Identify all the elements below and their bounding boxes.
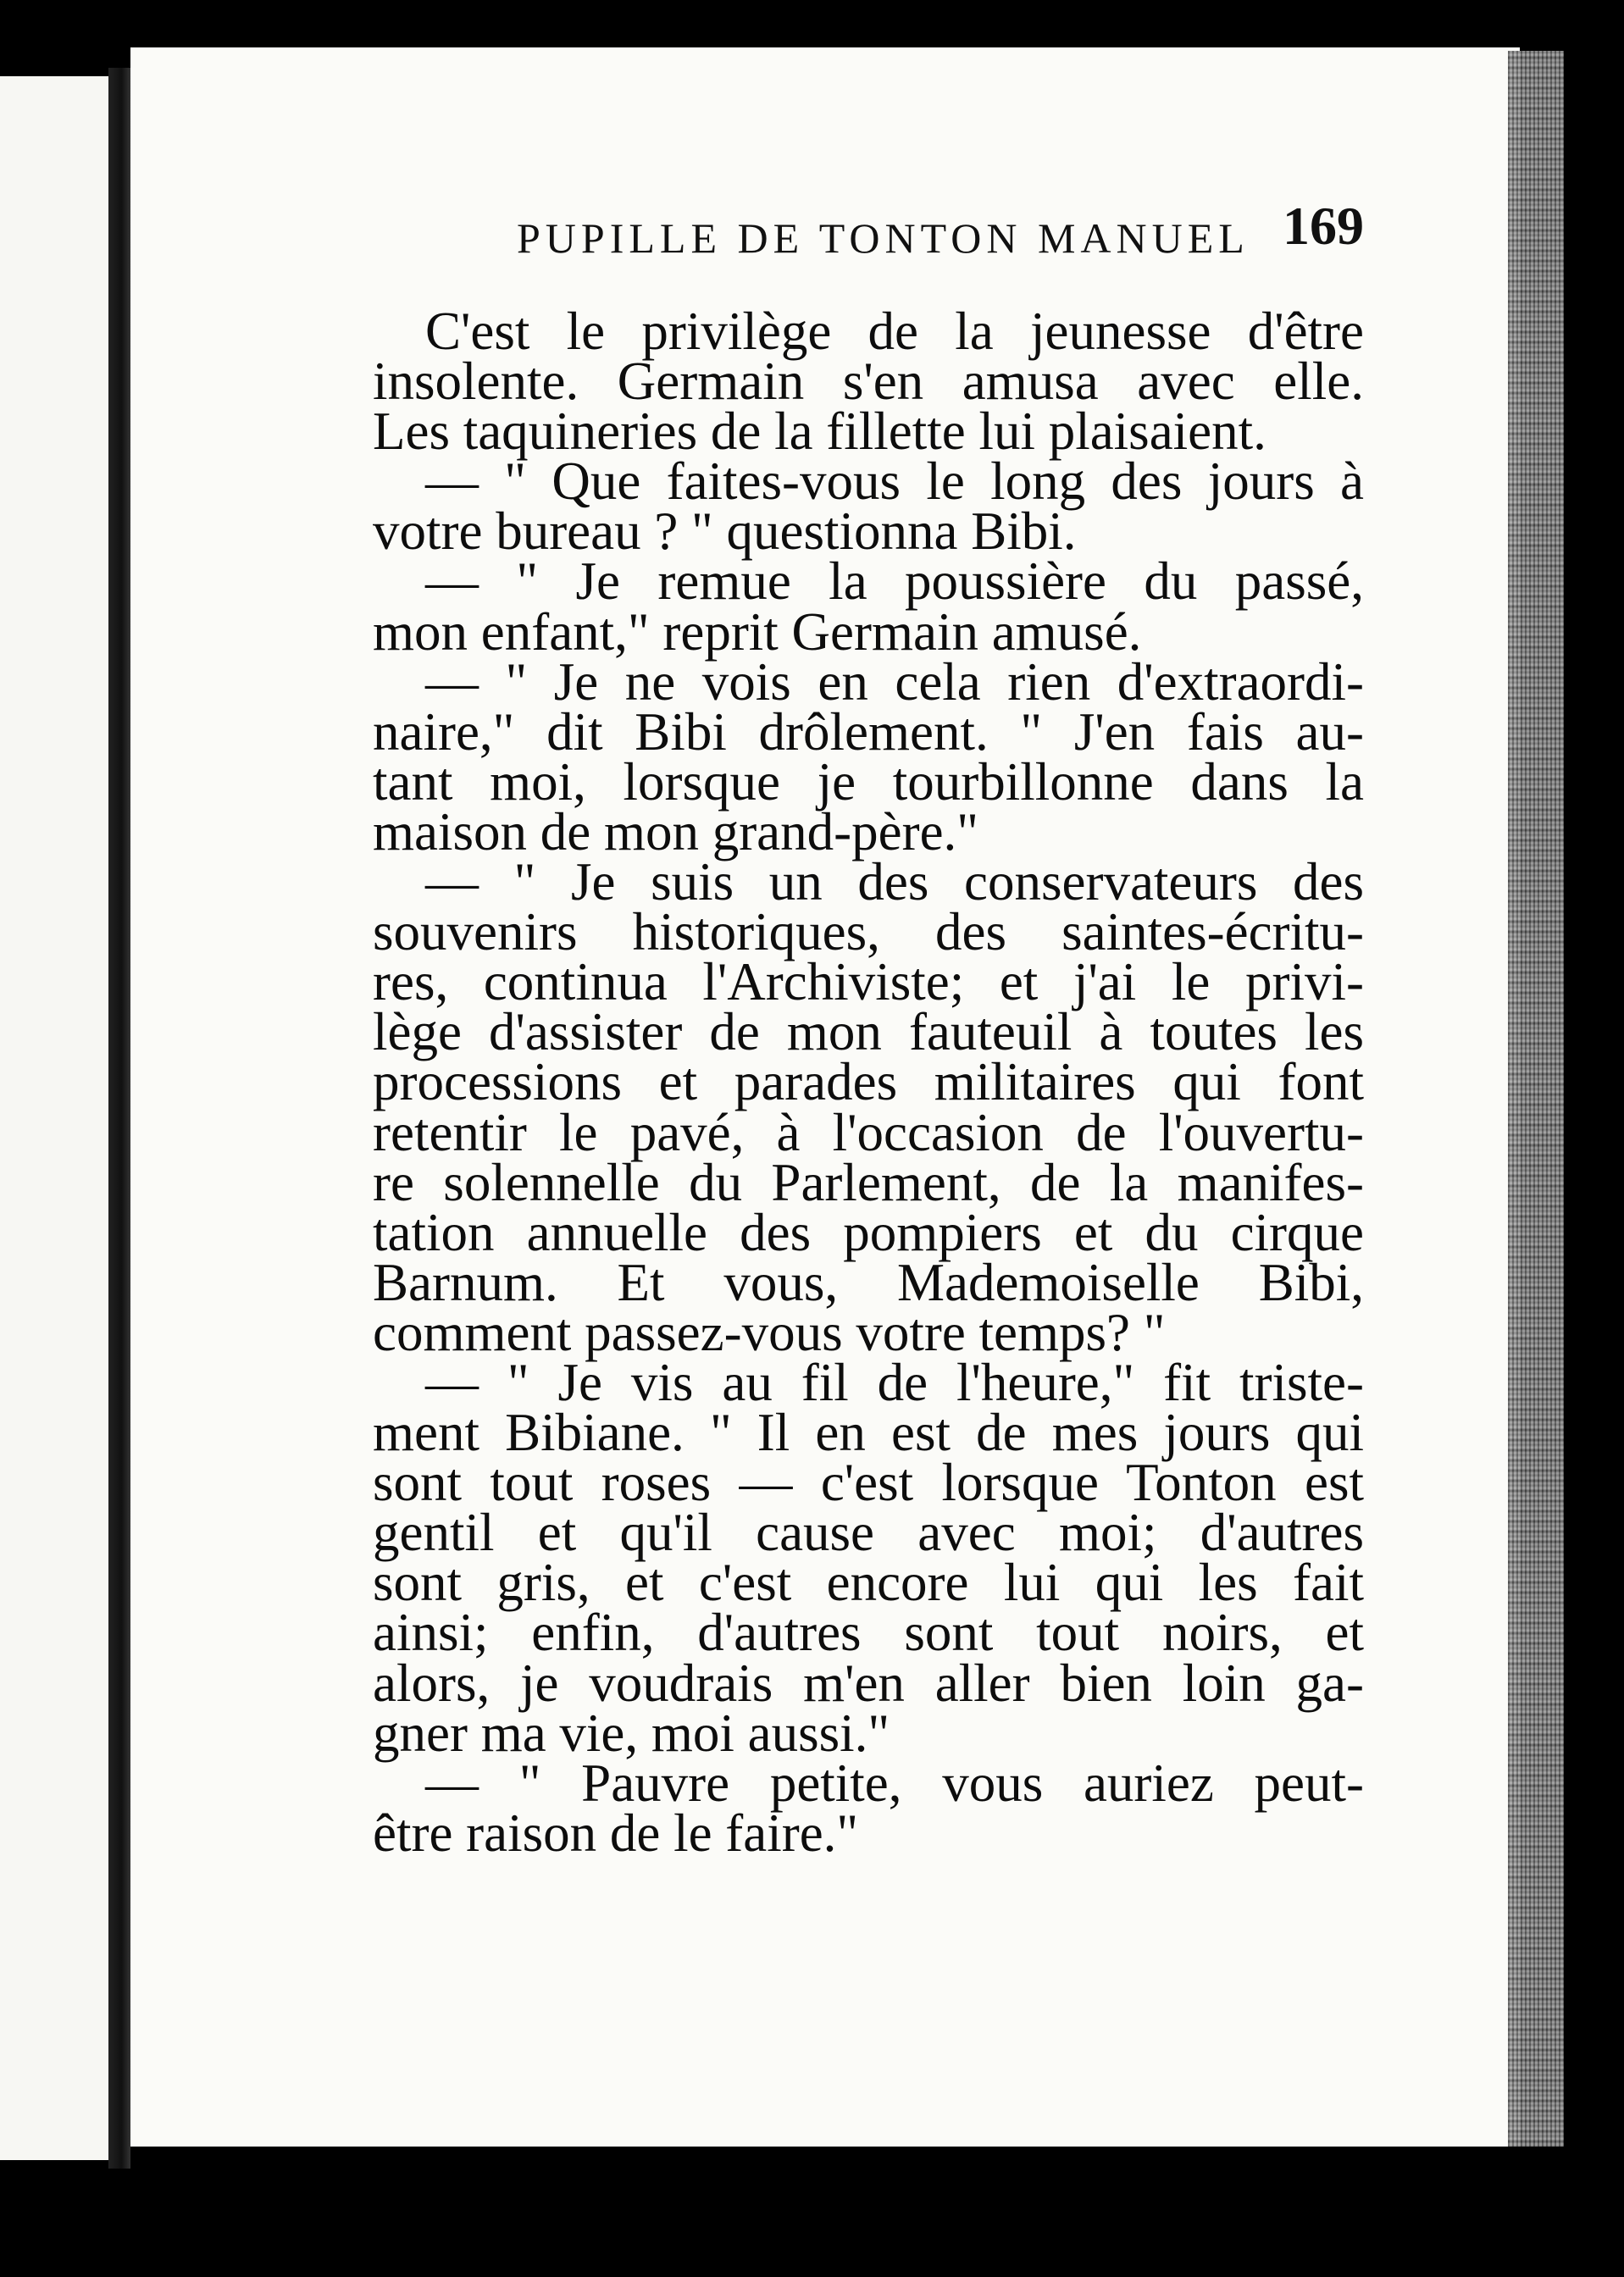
text-line: mon enfant," reprit Germain amusé.: [373, 601, 1142, 662]
text-line: — " Pauvre petite, vous auriez peut-: [425, 1753, 1364, 1813]
text-line: souvenirs historiques, des saintes-écritu-: [373, 902, 1364, 962]
text-line: comment passez-vous votre temps? ": [373, 1302, 1166, 1362]
text-line: sont tout roses — c'est lorsque Tonton est: [373, 1453, 1364, 1513]
text-line: gentil et qu'il cause avec moi; d'autres: [373, 1503, 1364, 1563]
body-text: [373, 302, 1364, 1863]
text-line: Barnum. Et vous, Mademoiselle Bibi,: [373, 1252, 1364, 1312]
text-line: res, continua l'Archiviste; et j'ai le privi-: [373, 952, 1364, 1012]
running-head: PUPILLE DE TONTON MANUEL: [517, 214, 1250, 262]
text-line: re solennelle du Parlement, de la manifes-: [373, 1152, 1364, 1212]
text-line: insolente. Germain s'en amusa avec elle.: [373, 352, 1364, 412]
page-stack-edge: [1508, 51, 1564, 2147]
text-line: — " Je suis un des conservateurs des: [425, 852, 1364, 912]
text-line: alors, je voudrais m'en aller bien loin ga-: [373, 1653, 1364, 1713]
text-line: Les taquineries de la fillette lui plaisaient.: [373, 402, 1266, 462]
text-line: lège d'assister de mon fauteuil à toutes les: [373, 1002, 1364, 1062]
text-line: tation annuelle des pompiers et du cirque: [373, 1202, 1364, 1262]
text-line: naire," dit Bibi drôlement. " J'en fais au-: [373, 701, 1364, 762]
text-line: gner ma vie, moi aussi.": [373, 1703, 890, 1763]
text-line: — " Je remue la poussière du passé,: [425, 551, 1364, 612]
text-line: ment Bibiane. " Il en est de mes jours qui: [373, 1403, 1364, 1463]
text-line: — " Que faites-vous le long des jours à: [425, 452, 1364, 512]
text-line: C'est le privilège de la jeunesse d'être: [425, 302, 1364, 361]
text-line: tant moi, lorsque je tourbillonne dans la: [373, 751, 1364, 812]
text-line: — " Je vis au fil de l'heure," fit triste-: [425, 1352, 1364, 1412]
text-line: maison de mon grand-père.": [373, 801, 978, 861]
text-line: sont gris, et c'est encore lui qui les fait: [373, 1553, 1364, 1613]
text-line: ainsi; enfin, d'autres sont tout noirs, et: [373, 1603, 1364, 1663]
facing-page-edge: [0, 76, 108, 2160]
text-line: être raison de le faire.": [373, 1803, 859, 1863]
text-line: — " Je ne vois en cela rien d'extraordi-: [425, 651, 1364, 712]
page-header: [517, 195, 1364, 271]
text-line: votre bureau ? " questionna Bibi.: [373, 501, 1077, 562]
text-line: processions et parades militaires qui font: [373, 1052, 1364, 1112]
book-gutter: [108, 68, 130, 2169]
text-line: retentir le pavé, à l'occasion de l'ouvertu-: [373, 1102, 1364, 1162]
page-number: 169: [1283, 196, 1364, 256]
